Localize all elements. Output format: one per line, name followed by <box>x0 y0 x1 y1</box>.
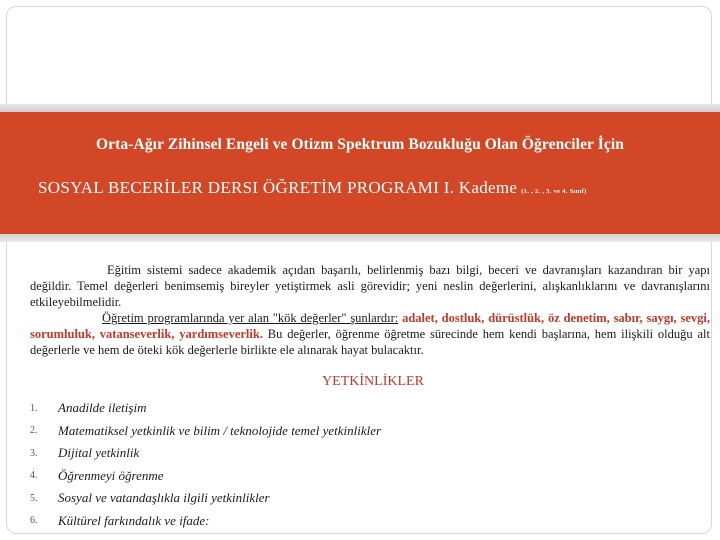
competencies-list <box>30 397 381 532</box>
list-item <box>30 420 381 443</box>
banner-subtitle-main: SOSYAL BECERİLER DERSI ÖĞRETİM PROGRAMI I. Kademe <box>38 178 518 197</box>
list-item-number: 3. <box>30 447 38 459</box>
list-item-label: Dijital yetkinlik <box>58 445 140 461</box>
paragraph-2-tail: Bu değerler, öğrenme öğretme sürecinde hem kendi başlarına, hem ilişkili olduğu alt değerlerle ve hem de öteki kök değerlerle birlikte ele alınarak hayat bulacaktır. <box>30 327 710 357</box>
list-item <box>30 510 381 533</box>
paragraph-2 <box>30 310 710 358</box>
banner-shadow-top <box>0 104 720 112</box>
list-item-number: 5. <box>30 492 38 504</box>
list-item-label: Sosyal ve vatandaşlıkla ilgili yetkinlikler <box>58 490 270 506</box>
list-item-number: 1. <box>30 402 38 414</box>
list-item <box>30 487 381 510</box>
banner-shadow-bottom <box>0 234 720 242</box>
list-item <box>30 442 381 465</box>
core-values: adalet, dostluk, dürüstlük, öz denetim, sabır, saygı, sevgi, sorumluluk, vatanseverlik, yardımseverlik. <box>30 311 711 341</box>
paragraph-2-lead: Öğretim programlarında yer alan "kök değerler" şunlardır: <box>102 311 399 325</box>
list-item-number: 6. <box>30 515 38 527</box>
body-text <box>30 262 710 358</box>
list-item-label: Kültürel farkındalık ve ifade: <box>58 512 210 528</box>
list-item-label: Anadilde iletişim <box>58 400 147 416</box>
list-item-number: 4. <box>30 470 38 482</box>
competencies-heading: YETKİNLİKLER <box>322 374 424 389</box>
banner-subtitle <box>38 178 587 198</box>
banner-subtitle-grades: (1. , 2. , 3. ve 4. Sınıf) <box>521 188 587 195</box>
list-item <box>30 397 381 420</box>
list-item <box>30 465 381 488</box>
list-item-label: Matematiksel yetkinlik ve bilim / teknolojide temel yetkinlikler <box>58 422 382 438</box>
list-item-number: 2. <box>30 425 38 437</box>
banner-title: Orta-Ağır Zihinsel Engeli ve Otizm Spektrum Bozukluğu Olan Öğrenciler İçin <box>96 136 624 153</box>
title-banner <box>0 112 720 234</box>
list-item-label: Öğrenmeyi öğrenme <box>58 467 164 483</box>
paragraph-1: Eğitim sistemi sadece akademik açıdan başarılı, belirlenmiş bazı bilgi, beceri ve davranışları kazandıran bir yapı değildir. Temel değerleri benimsemiş bireyler yetiştirmek asli görevidir; yeni neslin değerlerini, alışkanlıklarını ve davranışlarını etkileyebilmelidir. <box>30 263 710 309</box>
